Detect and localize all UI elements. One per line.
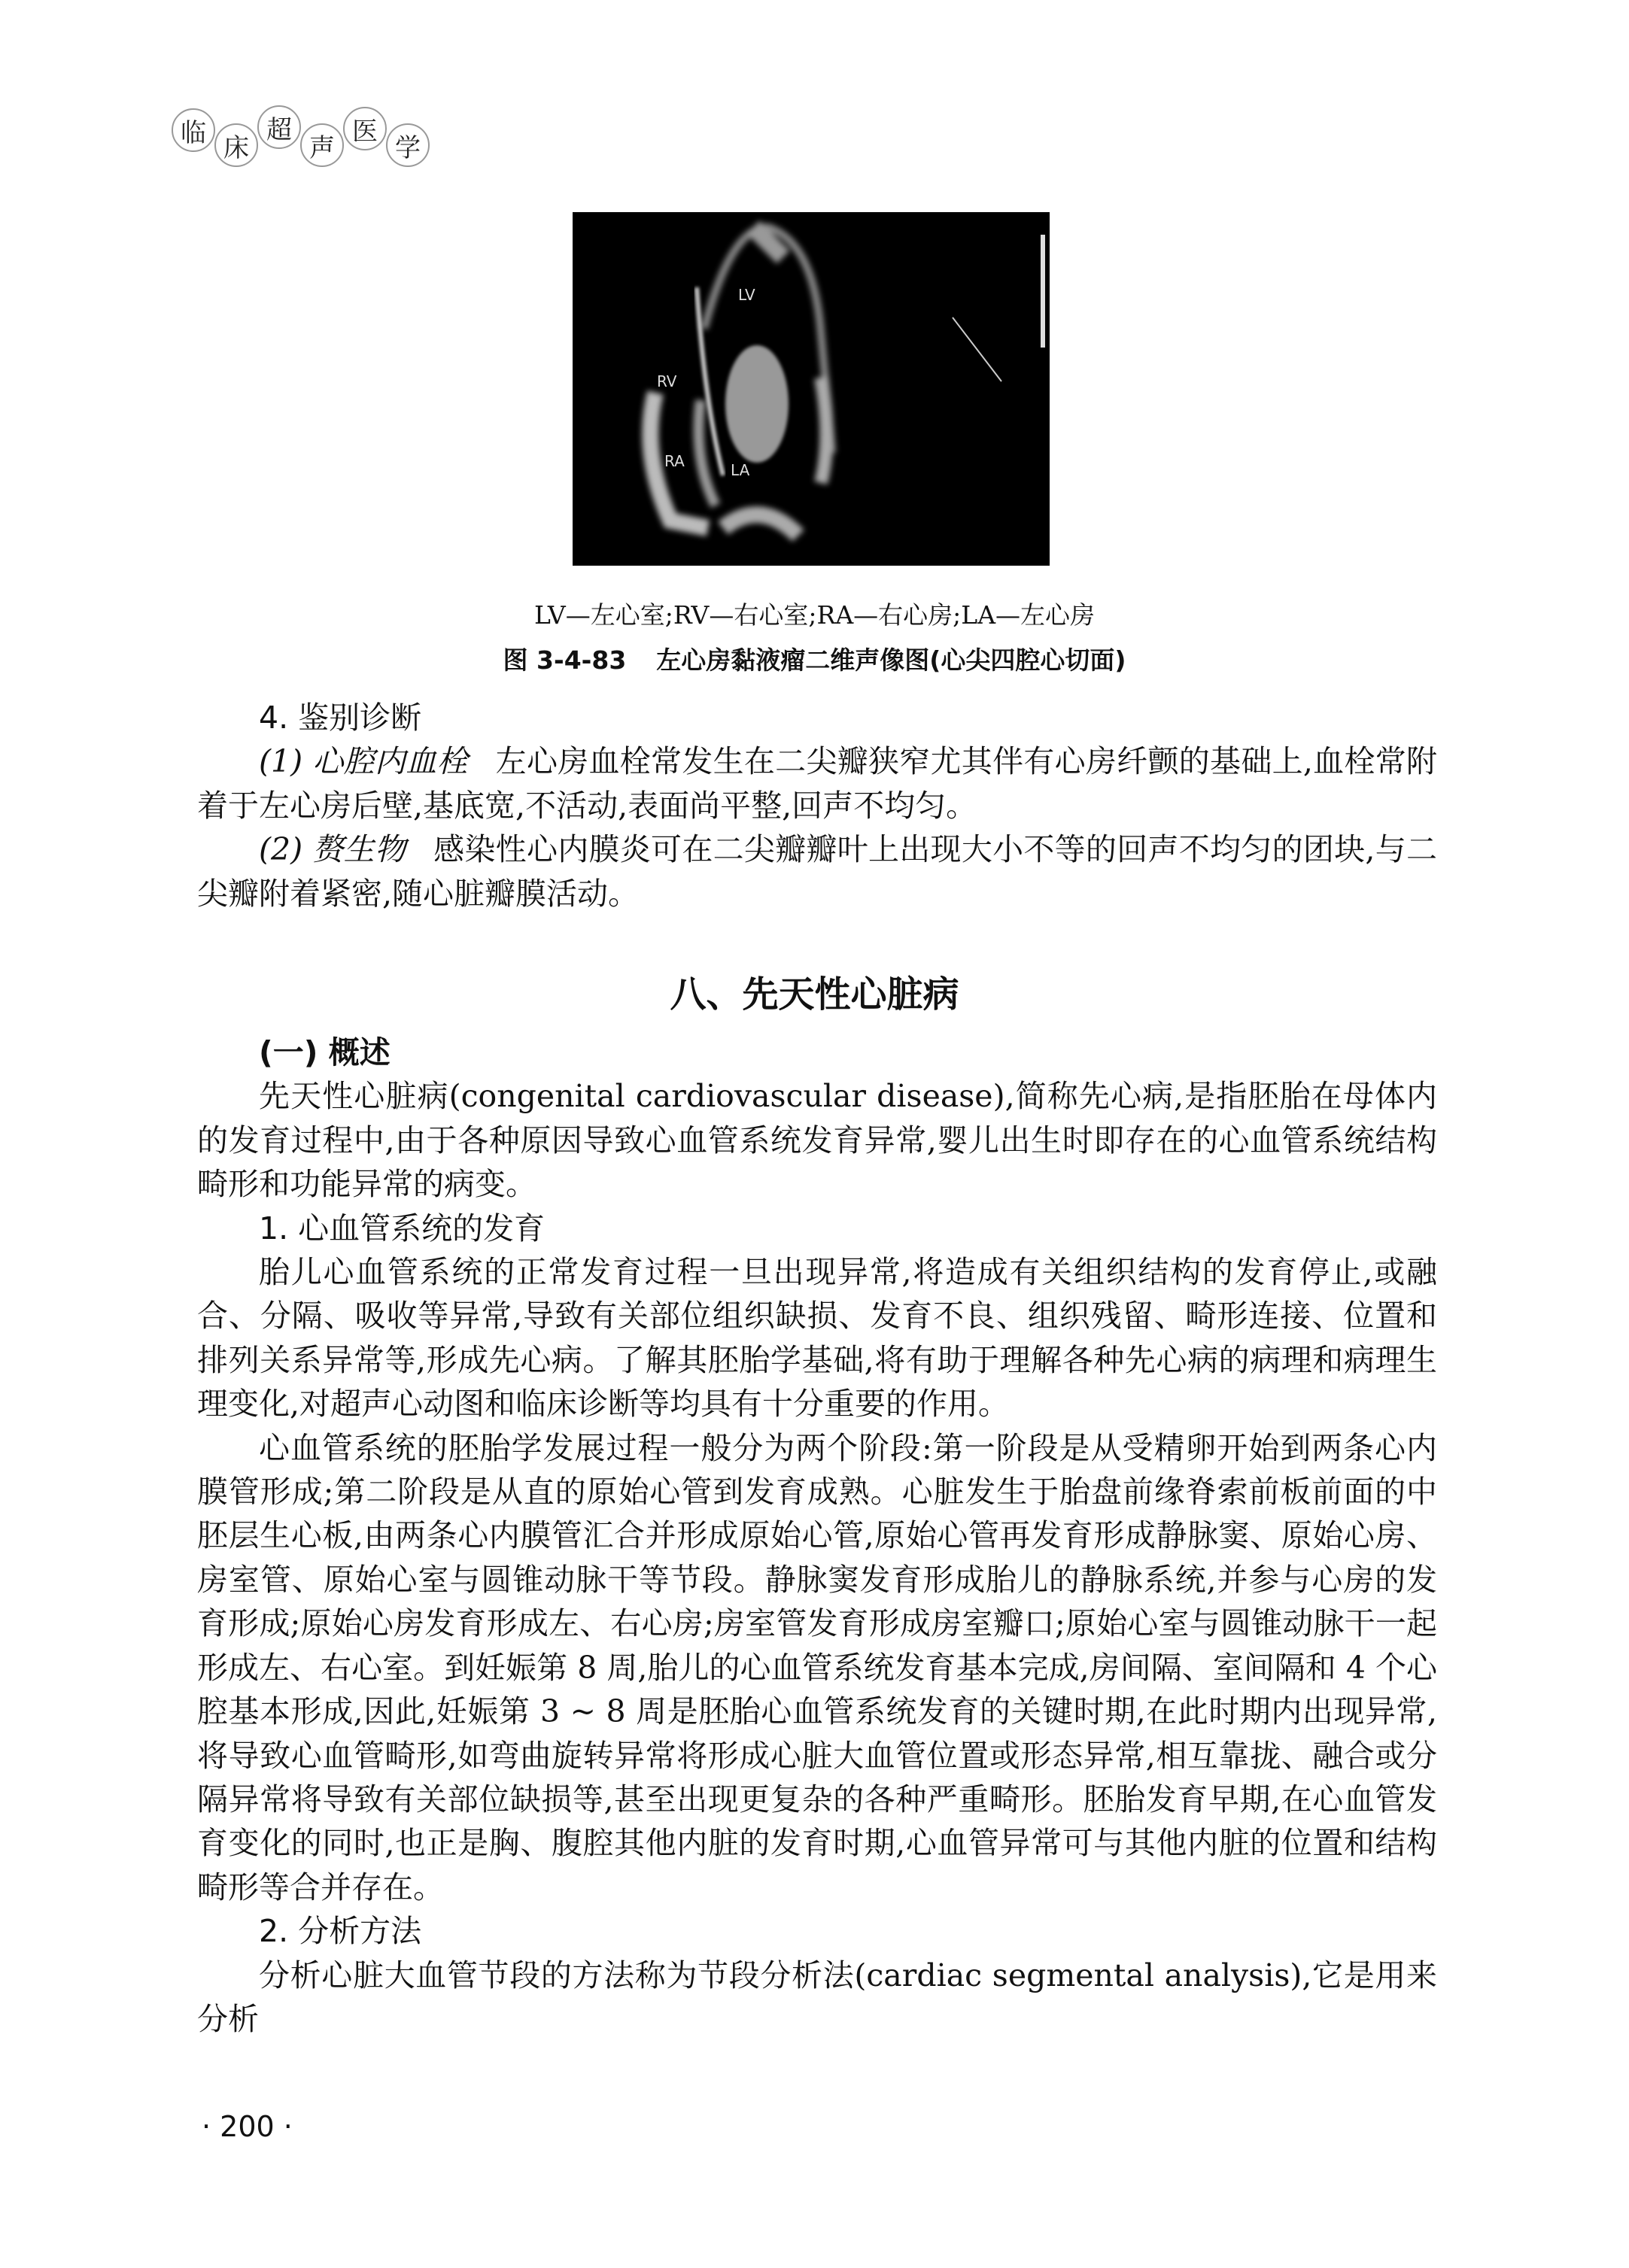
logo-char: 医 bbox=[343, 107, 387, 150]
book-title-logo bbox=[172, 98, 473, 173]
overview-body bbox=[197, 1031, 1437, 2041]
term: (2) 赘生物 bbox=[259, 831, 406, 868]
section-title: 八、先天性心脏病 bbox=[670, 973, 959, 1016]
logo-char: 超 bbox=[257, 105, 301, 149]
figure-legend: LV—左心室;RV—右心室;RA—右心房;LA—左心房 bbox=[533, 600, 1096, 630]
figure-title: 左心房黏液瘤二维声像图(心尖四腔心切面) bbox=[656, 645, 1126, 675]
logo-char: 声 bbox=[300, 123, 344, 167]
paragraph bbox=[197, 739, 1437, 827]
label-la: LA bbox=[731, 461, 750, 479]
label-lv: LV bbox=[738, 286, 755, 304]
sub-heading: (一) 概述 bbox=[259, 1034, 391, 1070]
logo-char: 临 bbox=[172, 108, 215, 152]
grayscale-bar bbox=[1041, 235, 1045, 348]
paragraph: 先天性心脏病(congenital cardiovascular disease),简称先心病,是指胚胎在母体内的发育过程中,由于各种原因导致心血管系统发育异常,婴儿出生时即存在的心血管系统结构畸形和功能异常的病变。 bbox=[197, 1078, 1437, 1203]
subsection-heading: 2. 分析方法 bbox=[259, 1913, 422, 1950]
paragraph: 心血管系统的胚胎学发展过程一般分为两个阶段:第一阶段是从受精卵开始到两条心内膜管形成;第二阶段是从直的原始心管到发育成熟。心脏发生于胎盘前缘脊索前板前面的中胚层生心板,由两条心内膜管汇合并形成原始心管,原始心管再发育形成静脉窦、原始心房、房室管、原始心室与圆锥动脉干等节段。静脉窦发育形成胎儿的静脉系统,并参与心房的发育形成;原始心房发育形成左、右心房;房室管发育形成房室瓣口;原始心室与圆锥动脉干一起形成左、右心室。到妊娠第 8 周,胎儿的心血管系统发育基本完成,房间隔、室间隔和 4 个心腔基本形成,因此,妊娠第 3 ~ 8 周是胚胎心血管系统发育的关键时期,在此时期内出现异常,将导致心血管畸形,如弯曲旋转异常将形成心脏大血管位置或形态异常,相互靠拢、融合或分隔异常将导致有关部位缺损等,甚至出现更复杂的各种严重畸形。胚胎发育早期,在心血管发育变化的同时,也正是胸、腹腔其他内脏的发育时期,心血管异常可与其他内脏的位置和结构畸形等合并存在。 bbox=[197, 1429, 1437, 1905]
subsection-heading: 1. 心血管系统的发育 bbox=[259, 1210, 546, 1246]
label-ra: RA bbox=[664, 452, 685, 470]
paragraph-text: 感染性心内膜炎可在二尖瓣瓣叶上出现大小不等的回声不均匀的团块,与二尖瓣附着紧密,随心脏瓣膜活动。 bbox=[197, 831, 1437, 912]
logo-char: 床 bbox=[214, 123, 258, 167]
tumor-mass bbox=[725, 345, 789, 463]
figure-caption bbox=[0, 641, 1629, 676]
logo-char: 学 bbox=[386, 123, 430, 167]
paragraph bbox=[197, 827, 1437, 915]
ultrasound-image bbox=[573, 212, 1050, 566]
paragraph: 分析心脏大血管节段的方法称为节段分析法(cardiac segmental analysis),它是用来分析 bbox=[197, 1957, 1437, 2037]
paragraph: 胎儿心血管系统的正常发育过程一旦出现异常,将造成有关组织结构的发育停止,或融合、分隔、吸收等异常,导致有关部位组织缺损、发育不良、组织残留、畸形连接、位置和排列关系异常等,形成先心病。了解其胚胎学基础,将有助于理解各种先心病的病理和病理生理变化,对超声心动图和临床诊断等均具有十分重要的作用。 bbox=[197, 1254, 1437, 1422]
label-rv: RV bbox=[657, 372, 677, 390]
paragraph-text: 左心房血栓常发生在二尖瓣狭窄尤其伴有心房纤颤的基础上,血栓常附着于左心房后壁,基底宽,不活动,表面尚平整,回声不均匀。 bbox=[197, 743, 1438, 824]
differential-diagnosis bbox=[197, 696, 1437, 915]
figure-number: 图 3-4-83 bbox=[503, 645, 627, 675]
page-number: · 200 · bbox=[202, 2110, 293, 2143]
subsection-heading: 4. 鉴别诊断 bbox=[259, 700, 422, 736]
term: (1) 心腔内血栓 bbox=[259, 743, 468, 780]
